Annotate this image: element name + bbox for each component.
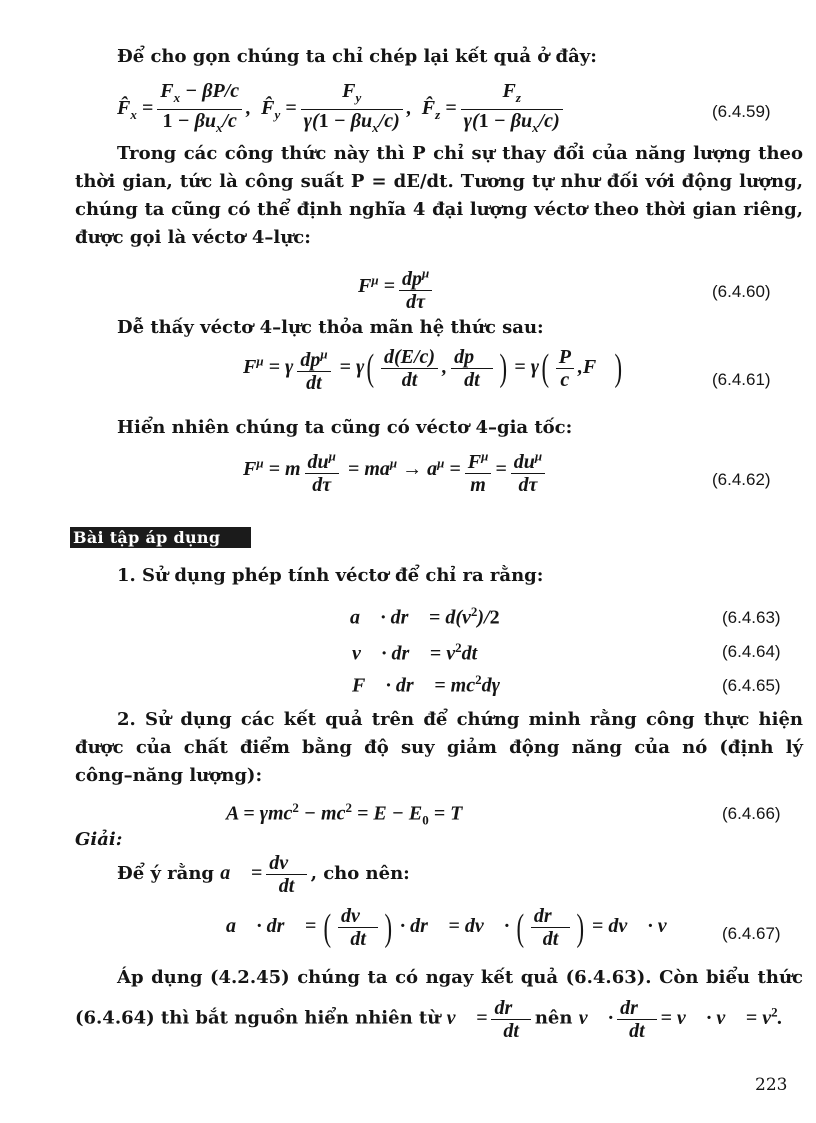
final-line: (6.4.64) thì bắt nguồn hiển nhiên từ v⃗ = $\frac{dr⃗}{dt}$ nên v⃗ · $\frac{dr⃗}{dt}$ = v⃗ · v⃗ = $v^2$. (75, 996, 783, 1042)
final-line-joiner: nên (534, 1007, 573, 1029)
equation-6-4-62: $F^\mu = m$ $\frac{du^\mu}{d\tau}$ = $ma^\mu \to a^\mu$ = $\frac{F^\mu}{m}$ = $\frac{du^\mu}{d\tau}$ (243, 445, 549, 496)
final-line-text: (6.4.64) thì bắt nguồn hiển nhiên từ (75, 1007, 441, 1029)
equation-number: (6.4.64) (722, 642, 781, 661)
paragraph-line: thời gian, tức là công suất P = dE/dt. Tương tự như đối với động lượng, (75, 171, 803, 192)
page-number: 223 (755, 1075, 788, 1095)
paragraph-line: 2. Sử dụng các kết quả trên để chứng minh rằng công thực hiện (117, 709, 803, 730)
paragraph-line: Áp dụng (4.2.45) chúng ta có ngay kết quả (6.4.63). Còn biểu thức (117, 967, 803, 988)
equation-6-4-61: $F^\mu = \gamma$ $\frac{dp^\mu}{dt}$ = γ( $\frac{d(E/c)}{dt}$ , $\frac{dp⃗}{dt}$ ) = γ( $\frac{P}{c}$ ,F⃗) (243, 345, 622, 394)
intro-text: Để cho gọn chúng ta chỉ chép lại kết quả ở đây: (117, 46, 597, 67)
equation-6-4-65: F⃗ · dr⃗ = $mc^2d\gamma$ (352, 672, 500, 697)
equation-6-4-67: a⃗ · dr⃗ = ( $\frac{dv⃗}{dt}$ ) · dr⃗ = dv⃗ · ( $\frac{dr⃗}{dt}$ ) = dv⃗ · v⃗ (226, 905, 683, 950)
paragraph-line: được của chất điểm bằng độ suy giảm động năng của nó (định lý (75, 737, 803, 758)
equation-number: (6.4.60) (712, 282, 771, 301)
equation-6-4-63: a⃗ · dr⃗ = $d(v^2)/2$ (350, 604, 500, 629)
paragraph-line: được gọi là véctơ 4–lực: (75, 227, 311, 248)
equation-6-4-64: v⃗ · dr⃗ = $v^2dt$ (352, 640, 478, 665)
paragraph-line: công–năng lượng): (75, 765, 263, 786)
equation-number: (6.4.63) (722, 608, 781, 627)
paragraph-line: Hiển nhiên chúng ta cũng có véctơ 4–gia tốc: (117, 417, 573, 438)
equation-6-4-66: $A = \gamma mc^2 - mc^2 = E - E_0 = T$ (226, 800, 463, 828)
equation-6-4-59: $F̂_x$ = $\frac{F_x - \beta P/c}{1 - \beta u_x/c}$ , $F̂_y$ = $\frac{F_y}{\gamma(1 - \beta u_x/c)}$ , $F̂_z$ = $\frac{F_z}{\gamma(1 - \beta u_x/c)}$ (117, 80, 567, 139)
note-line: Để ý rằng a⃗ = $\frac{dv⃗}{dt}$ , cho nên: (117, 852, 410, 897)
equation-6-4-60: $F^\mu$ = $\frac{dp^\mu}{d\tau}$ (358, 262, 436, 313)
exercise-1: 1. Sử dụng phép tính véctơ để chỉ ra rằng: (117, 565, 544, 586)
note-prefix: Để ý rằng (117, 863, 214, 885)
equation-number: (6.4.65) (722, 676, 781, 695)
solution-label: Giải: (75, 829, 123, 850)
paragraph-line: chúng ta cũng có thể định nghĩa 4 đại lượng véctơ theo thời gian riêng, (75, 199, 803, 220)
equation-number: (6.4.67) (722, 924, 781, 943)
section-title: Bài tập áp dụng (70, 527, 251, 548)
paragraph-line: Dễ thấy véctơ 4–lực thỏa mãn hệ thức sau: (117, 317, 544, 338)
equation-number: (6.4.61) (712, 370, 771, 389)
equation-number: (6.4.66) (722, 804, 781, 823)
equation-number: (6.4.62) (712, 470, 771, 489)
note-suffix: , cho nên: (310, 863, 410, 885)
paragraph-line: Trong các công thức này thì P chỉ sự thay đổi của năng lượng theo (117, 143, 803, 164)
equation-number: (6.4.59) (712, 102, 771, 121)
